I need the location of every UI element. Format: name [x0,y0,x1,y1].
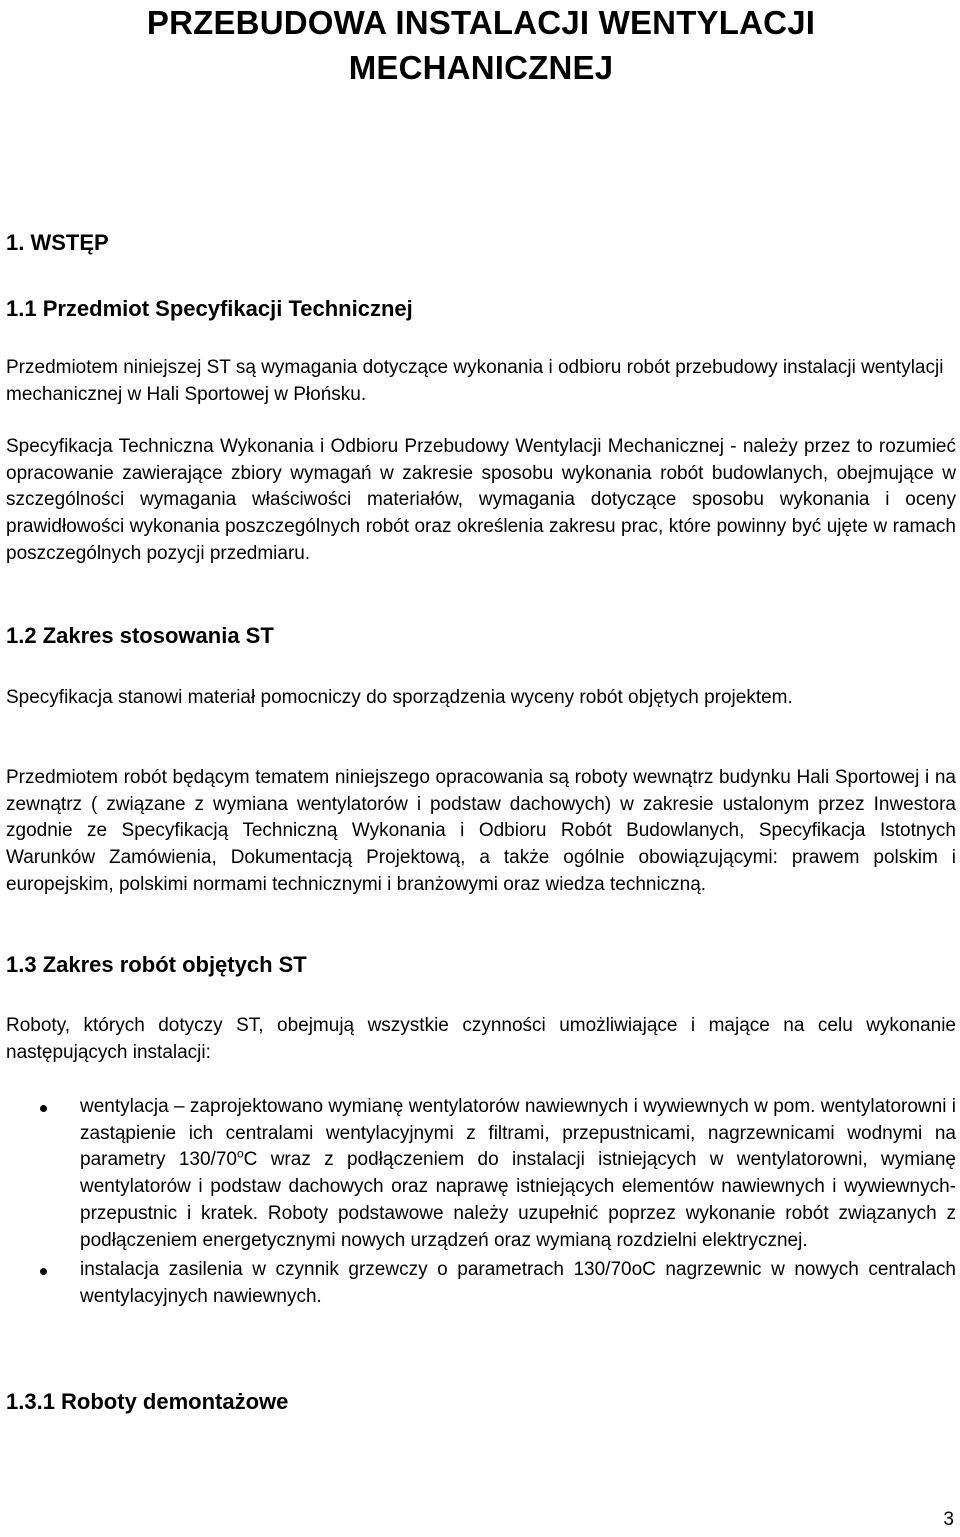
list-item [6,1257,956,1310]
bullet-icon [40,1268,47,1275]
paragraph-works-scope: Roboty, których dotyczy ST, obejmują wszystkie czynności umożliwiające i mające na celu wykonanie następujących instalacji: [6,1015,956,1063]
degree-superscript: o [236,1147,244,1162]
page-number: 3 [943,1509,954,1530]
section-heading-1-1: 1.1 Przedmiot Specyfikacji Technicznej [6,296,413,321]
list-item [6,1094,956,1254]
paragraph-subject: Przedmiotem niniejszej ST są wymagania dotyczące wykonania i odbioru robót przebudowy instalacji wentylacji mechanicznej w Hali Sportowej w Płońsku. [6,357,944,405]
section-heading-1-3: 1.3 Zakres robót objętych ST [6,952,307,977]
works-list [6,1094,956,1311]
paragraph-works-subject: Przedmiotem robót będącym tematem niniejszego opracowania są roboty wewnątrz budynku Hali Sportowej i na zewnątrz ( związane z wymiana wentylatorów i podstaw dachowych) w zakresie ustalonym przez Inwestora zgodnie ze Specyfikacją Techniczną Wykonania i Odbioru Robót Budowlanych, Specyfikacja Istotnych Warunków Zamówienia, Dokumentacją Projektową, a także ogólnie obowiązującymi: prawem polskim i europejskim, polskimi normami technicznymi i branżowymi oraz wiedza techniczną. [6,767,956,895]
paragraph-spec-definition: Specyfikacja Techniczna Wykonania i Odbioru Przebudowy Wentylacji Mechanicznej - należy przez to rozumieć opracowanie zawierające zbiory wymagań w zakresie sposobu wykonania robót budowlanych, obejmujące w szczególności wymagania właściwości materiałów, wymagania dotyczące sposobu wykonania i oceny prawidłowości wykonania poszczególnych robót oraz określenia zakresu prac, które powinny być ujęte w ramach poszczególnych pozycji przedmiaru. [6,436,956,564]
document-title: PRZEBUDOWA INSTALACJI WENTYLACJI MECHANICZNEJ [146,4,816,86]
section-heading-1-3-1: 1.3.1 Roboty demontażowe [6,1389,289,1414]
paragraph-scope-use: Specyfikacja stanowi materiał pomocniczy do sporządzenia wyceny robót objętych projektem. [6,687,793,708]
list-item-text: wentylacja – zaprojektowano wymianę wentylatorów nawiewnych i wywiewnych w pom. wentylatorowni i zastąpienie ich centralami wentylacyjnymi z filtrami, przepustnicami, nagrzewnicami wodnymi na parametry 130/70 [80,1096,956,1171]
list-item-text: instalacja zasilenia w czynnik grzewczy o parametrach 130/70oC nagrzewnic w nowych centralach wentylacyjnych nawiewnych. [80,1259,956,1307]
list-item-text-continued: C wraz z podłączeniem do instalacji istniejących w wentylatorowni, wymianę wentylatorów i podstaw dachowych oraz naprawę istniejących elementów nawiewnych i wywiewnych- przepustnic i kratek. Roboty podstawowe należy uzupełnić poprzez wykonanie robót związanych z podłączeniem energetycznymi nowych urządzeń oraz wymianą rozdzielni elektrycznej. [80,1149,956,1251]
section-heading-1: 1. WSTĘP [6,230,109,255]
section-heading-1-2: 1.2 Zakres stosowania ST [6,623,274,648]
bullet-icon [40,1105,47,1112]
